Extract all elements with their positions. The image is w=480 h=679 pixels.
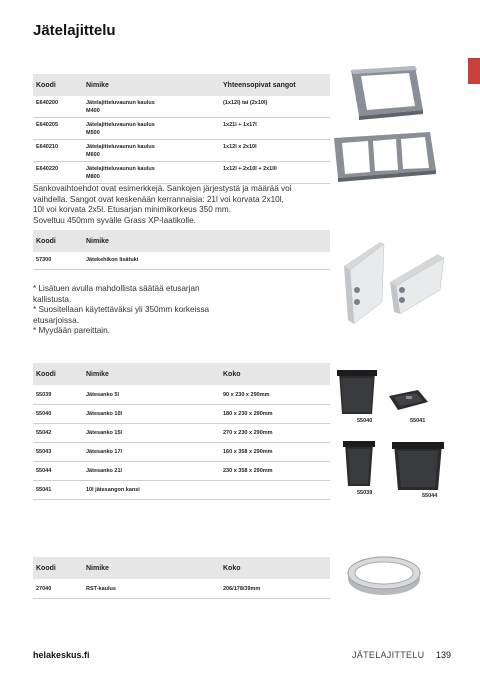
info-paragraph-2: * Lisätuen avulla mahdollista säätää etusarjan kallistusta. * Suositellaan käytettäväksi yli 350mm korkeissa etusarjoissa. * Myydään pareittain. <box>33 284 210 336</box>
table-row <box>33 461 330 480</box>
col-header-name: Nimike <box>83 557 220 579</box>
cell-name: Jätelajitteluvaunun kaulus M500 <box>83 118 220 140</box>
bin-lid-image <box>386 388 430 414</box>
footer-section-name: JÄTELAJITTELU <box>352 650 425 660</box>
ring-table <box>33 557 330 599</box>
col-header-size: Koko <box>220 557 330 579</box>
bin-table <box>33 363 330 500</box>
cell-compat: 1x12l + 2x10l + 2x10l <box>220 162 330 184</box>
cell-name: Jätelajitteluvaunun kaulus M600 <box>83 140 220 162</box>
table-row <box>33 404 330 423</box>
col-header-code: Koodi <box>33 74 83 96</box>
bin-caption-55039: 55039 <box>357 490 373 496</box>
table-row <box>33 423 330 442</box>
cell-name: RST-kaulus <box>83 579 220 598</box>
cell-compat: (1x12l) tai (2x10l) <box>220 96 330 118</box>
cell-size: 230 x 358 x 290mm <box>220 461 330 480</box>
cell-size: 160 x 358 x 290mm <box>220 442 330 461</box>
table-row <box>33 162 330 184</box>
cell-code: 55040 <box>33 404 83 423</box>
steel-ring-image <box>345 553 423 599</box>
bin-10l-image <box>335 368 379 416</box>
cell-code: E640200 <box>33 96 83 118</box>
col-header-compat: Yhteensopivat sangot <box>220 74 330 96</box>
footer-site-link[interactable]: helakeskus.fi <box>33 650 90 660</box>
support-bracket-image <box>340 232 448 328</box>
cell-name: Jätelajitteluvaunun kaulus M800 <box>83 162 220 184</box>
cell-compat: 1x21l + 1x17l <box>220 118 330 140</box>
cell-size: 90 x 230 x 290mm <box>220 385 330 404</box>
table-row <box>33 140 330 162</box>
cell-name: Jätesanko 15l <box>83 423 220 442</box>
table-header-row <box>33 557 330 579</box>
page-title: Jätelajittelu <box>33 22 116 39</box>
collar-divided-image <box>330 128 440 183</box>
cell-code: 55042 <box>33 423 83 442</box>
table-row <box>33 385 330 404</box>
cell-size <box>220 480 330 499</box>
cell-name: 10l jätesangon kansi <box>83 480 220 499</box>
table-row <box>33 252 330 270</box>
collar-table <box>33 74 330 184</box>
col-header-name: Nimike <box>83 230 330 252</box>
cell-name: Jätesanko 17l <box>83 442 220 461</box>
cell-name: Jätesanko 5l <box>83 385 220 404</box>
bin-caption-55041: 55041 <box>410 418 426 424</box>
table-row <box>33 480 330 499</box>
cell-code: 55043 <box>33 442 83 461</box>
table-row <box>33 579 330 598</box>
bin-caption-55044: 55044 <box>422 493 438 499</box>
cell-code: E640205 <box>33 118 83 140</box>
cell-code: 55039 <box>33 385 83 404</box>
bin-5l-image <box>342 440 376 488</box>
col-header-name: Nimike <box>83 74 220 96</box>
col-header-name: Nimike <box>83 363 220 385</box>
cell-name: Jätesanko 10l <box>83 404 220 423</box>
cell-name: Jätelajitteluvaunun kaulus M400 <box>83 96 220 118</box>
cell-size: 180 x 230 x 290mm <box>220 404 330 423</box>
cell-code: 55041 <box>33 480 83 499</box>
info-paragraph-1: Sankovaihtoehdot ovat esimerkkejä. Sankojen järjestystä ja määrää voi vaihdella. Sangot ovat keskenään kerrannaisia: 21l voi korvata 2x10l, 10l voi korvata 2x5l. Etusarjan minimikorkeus 350 mm. Soveltuu 450mm syvälle Grass XP-laatikolle. <box>33 184 292 225</box>
cell-code: E640210 <box>33 140 83 162</box>
col-header-code: Koodi <box>33 557 83 579</box>
col-header-size: Koko <box>220 363 330 385</box>
cell-code: E640220 <box>33 162 83 184</box>
table-row <box>33 118 330 140</box>
cell-code: 57300 <box>33 252 83 270</box>
collar-single-image <box>345 62 425 120</box>
cell-code: 27040 <box>33 579 83 598</box>
section-tab-marker <box>468 58 480 84</box>
cell-name: Jätekehikon lisätuki <box>83 252 330 270</box>
cell-name: Jätesanko 21l <box>83 461 220 480</box>
col-header-code: Koodi <box>33 363 83 385</box>
col-header-code: Koodi <box>33 230 83 252</box>
cell-code: 55044 <box>33 461 83 480</box>
support-table <box>33 230 330 270</box>
footer-page-number: 139 <box>436 650 452 660</box>
cell-size: 206/178/39mm <box>220 579 330 598</box>
cell-compat: 1x12l x 2x10l <box>220 140 330 162</box>
table-header-row <box>33 74 330 96</box>
table-header-row <box>33 230 330 252</box>
bin-21l-image <box>390 440 446 492</box>
cell-size: 270 x 230 x 290mm <box>220 423 330 442</box>
table-row <box>33 96 330 118</box>
table-header-row <box>33 363 330 385</box>
table-row <box>33 442 330 461</box>
bin-caption-55040: 55040 <box>357 418 373 424</box>
